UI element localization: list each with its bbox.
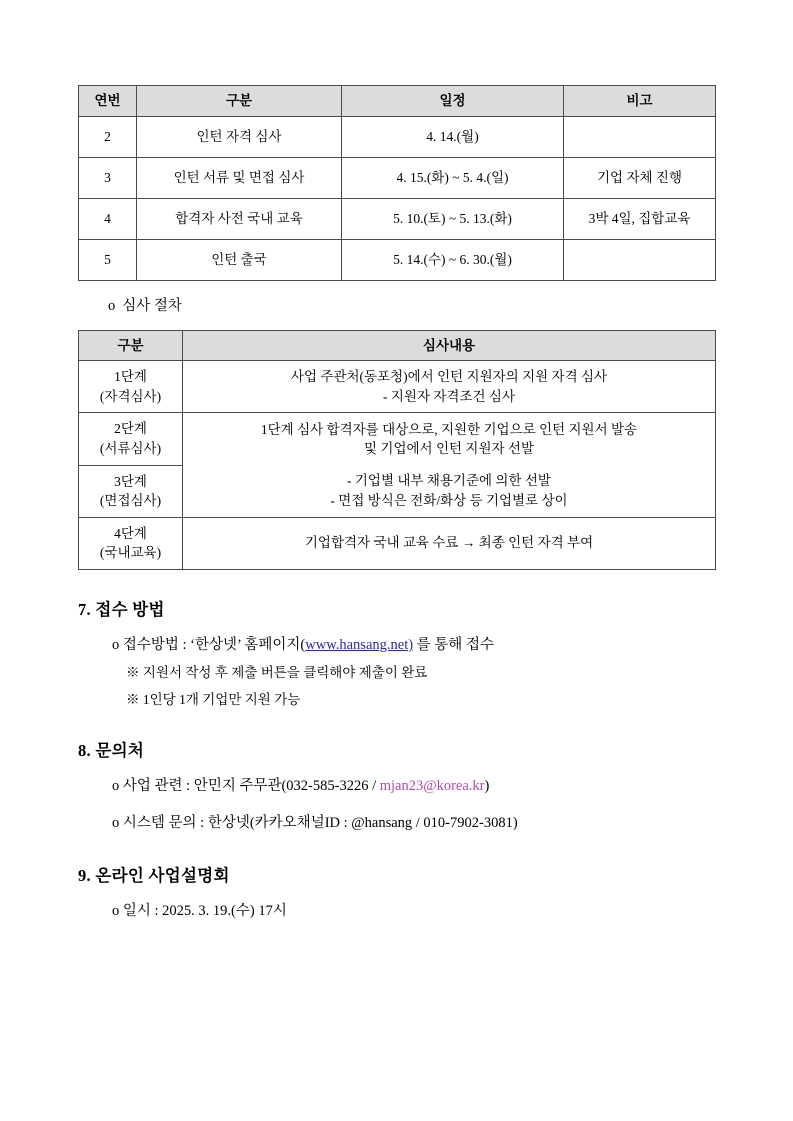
section9-item-1 [112, 899, 715, 924]
review-content-line2: - 지원자 자격조건 심사 [383, 388, 515, 404]
table-row [79, 517, 716, 569]
bullet-marker: o [112, 777, 120, 794]
schedule-header-note: 비고 [564, 86, 716, 117]
section8-item-1 [112, 774, 715, 799]
schedule-table-wrapper [78, 85, 715, 281]
table-row [79, 465, 716, 517]
review-content-line2: 및 기업에서 인턴 지원자 선발 [364, 441, 534, 457]
bullet-marker: o [112, 815, 120, 832]
review-stage-line1: 1단계 [114, 369, 147, 385]
review-stage-line2: (면접심사) [99, 493, 162, 509]
schedule-cell-no: 2 [79, 116, 137, 157]
review-header-content: 심사내용 [183, 330, 716, 361]
review-header-division: 구분 [79, 330, 183, 361]
schedule-cell-division: 인턴 서류 및 면접 심사 [137, 157, 342, 198]
review-stage-cell [79, 413, 183, 465]
review-stage-line1: 4단계 [114, 525, 147, 541]
schedule-header-date: 일정 [342, 86, 564, 117]
section8-item2-text: 시스템 문의 : 한상넷(카카오채널ID : @hansang / 010-7902-3081) [122, 815, 518, 832]
schedule-cell-note [564, 116, 716, 157]
section7-item [112, 633, 715, 658]
review-content-line1: 사업 주관처(동포청)에서 인턴 지원자의 지원 자격 심사 [290, 369, 608, 385]
review-table-header-row [79, 330, 716, 361]
table-row [79, 157, 716, 198]
table-row [79, 239, 716, 280]
section-title-7: 7. 접수 방법 [78, 599, 165, 619]
bullet-marker: o [112, 902, 120, 919]
review-stage-line2: (자격심사) [99, 388, 162, 404]
review-content-cell [183, 465, 716, 517]
review-table [78, 330, 716, 570]
schedule-cell-note [564, 239, 716, 280]
schedule-cell-note: 3박 4일, 집합교육 [564, 198, 716, 239]
schedule-table [78, 85, 716, 281]
review-stage-line1: 2단계 [114, 421, 147, 437]
review-content-line1: 기업합격자 국내 교육 수료 → 최종 인턴 자격 부여 [304, 535, 594, 551]
schedule-cell-division: 인턴 출국 [137, 239, 342, 280]
review-process-intro-text: 심사 절차 [122, 297, 182, 314]
review-content-line2: - 면접 방식은 전화/화상 등 기업별로 상이 [330, 492, 568, 508]
schedule-cell-date: 5. 10.(토) ~ 5. 13.(화) [342, 198, 564, 239]
review-content-cell [183, 361, 716, 413]
schedule-cell-date: 4. 15.(화) ~ 5. 4.(일) [342, 157, 564, 198]
bullet-marker: o [108, 297, 116, 314]
hansang-link[interactable]: www.hansang.net) [305, 636, 414, 653]
review-content-cell [183, 413, 716, 465]
review-content-cell [183, 517, 716, 569]
review-stage-cell [79, 361, 183, 413]
section7-note-2: ※ 1인당 1개 기업만 지원 가능 [126, 692, 301, 708]
schedule-cell-note: 기업 자체 진행 [564, 157, 716, 198]
review-content-line1: 1단계 심사 합격자를 대상으로, 지원한 기업으로 인턴 지원서 발송 [260, 421, 638, 437]
schedule-cell-no: 4 [79, 198, 137, 239]
table-row [79, 198, 716, 239]
section7-item-pre: 접수방법 : ‘한상넷’ 홈페이지( [122, 636, 306, 653]
schedule-cell-date: 4. 14.(월) [342, 116, 564, 157]
review-stage-cell [79, 465, 183, 517]
review-table-wrapper [78, 330, 715, 570]
schedule-header-division: 구분 [137, 86, 342, 117]
review-process-intro [108, 295, 715, 318]
section-title-8: 8. 문의처 [78, 740, 145, 760]
table-row [79, 361, 716, 413]
schedule-header-no: 연번 [79, 86, 137, 117]
schedule-cell-no: 5 [79, 239, 137, 280]
bullet-marker: o [112, 636, 120, 653]
table-row [79, 413, 716, 465]
review-stage-line2: (국내교육) [99, 545, 162, 561]
schedule-cell-division: 합격자 사전 국내 교육 [137, 198, 342, 239]
review-content-line1: - 기업별 내부 채용기준에 의한 선발 [347, 473, 551, 489]
section9-item1-text: 일시 : 2025. 3. 19.(수) 17시 [122, 902, 287, 919]
schedule-cell-date: 5. 14.(수) ~ 6. 30.(월) [342, 239, 564, 280]
section8-item1-post: ) [484, 777, 490, 794]
section7-item-post: 를 통해 접수 [413, 636, 494, 653]
review-stage-cell [79, 517, 183, 569]
table-row [79, 116, 716, 157]
review-stage-line1: 3단계 [114, 473, 147, 489]
schedule-table-header-row [79, 86, 716, 117]
schedule-cell-no: 3 [79, 157, 137, 198]
section8-item-2 [112, 811, 715, 836]
section8-item1-pre: 사업 관련 : 안민지 주무관(032-585-3226 / [122, 777, 380, 794]
section-title-9: 9. 온라인 사업설명회 [78, 865, 230, 885]
schedule-cell-division: 인턴 자격 심사 [137, 116, 342, 157]
review-stage-line2: (서류심사) [99, 441, 162, 456]
section7-note-1: ※ 지원서 작성 후 제출 버튼을 클릭해야 제출이 완료 [126, 665, 428, 681]
contact-email[interactable]: mjan23@korea.kr [379, 777, 485, 794]
